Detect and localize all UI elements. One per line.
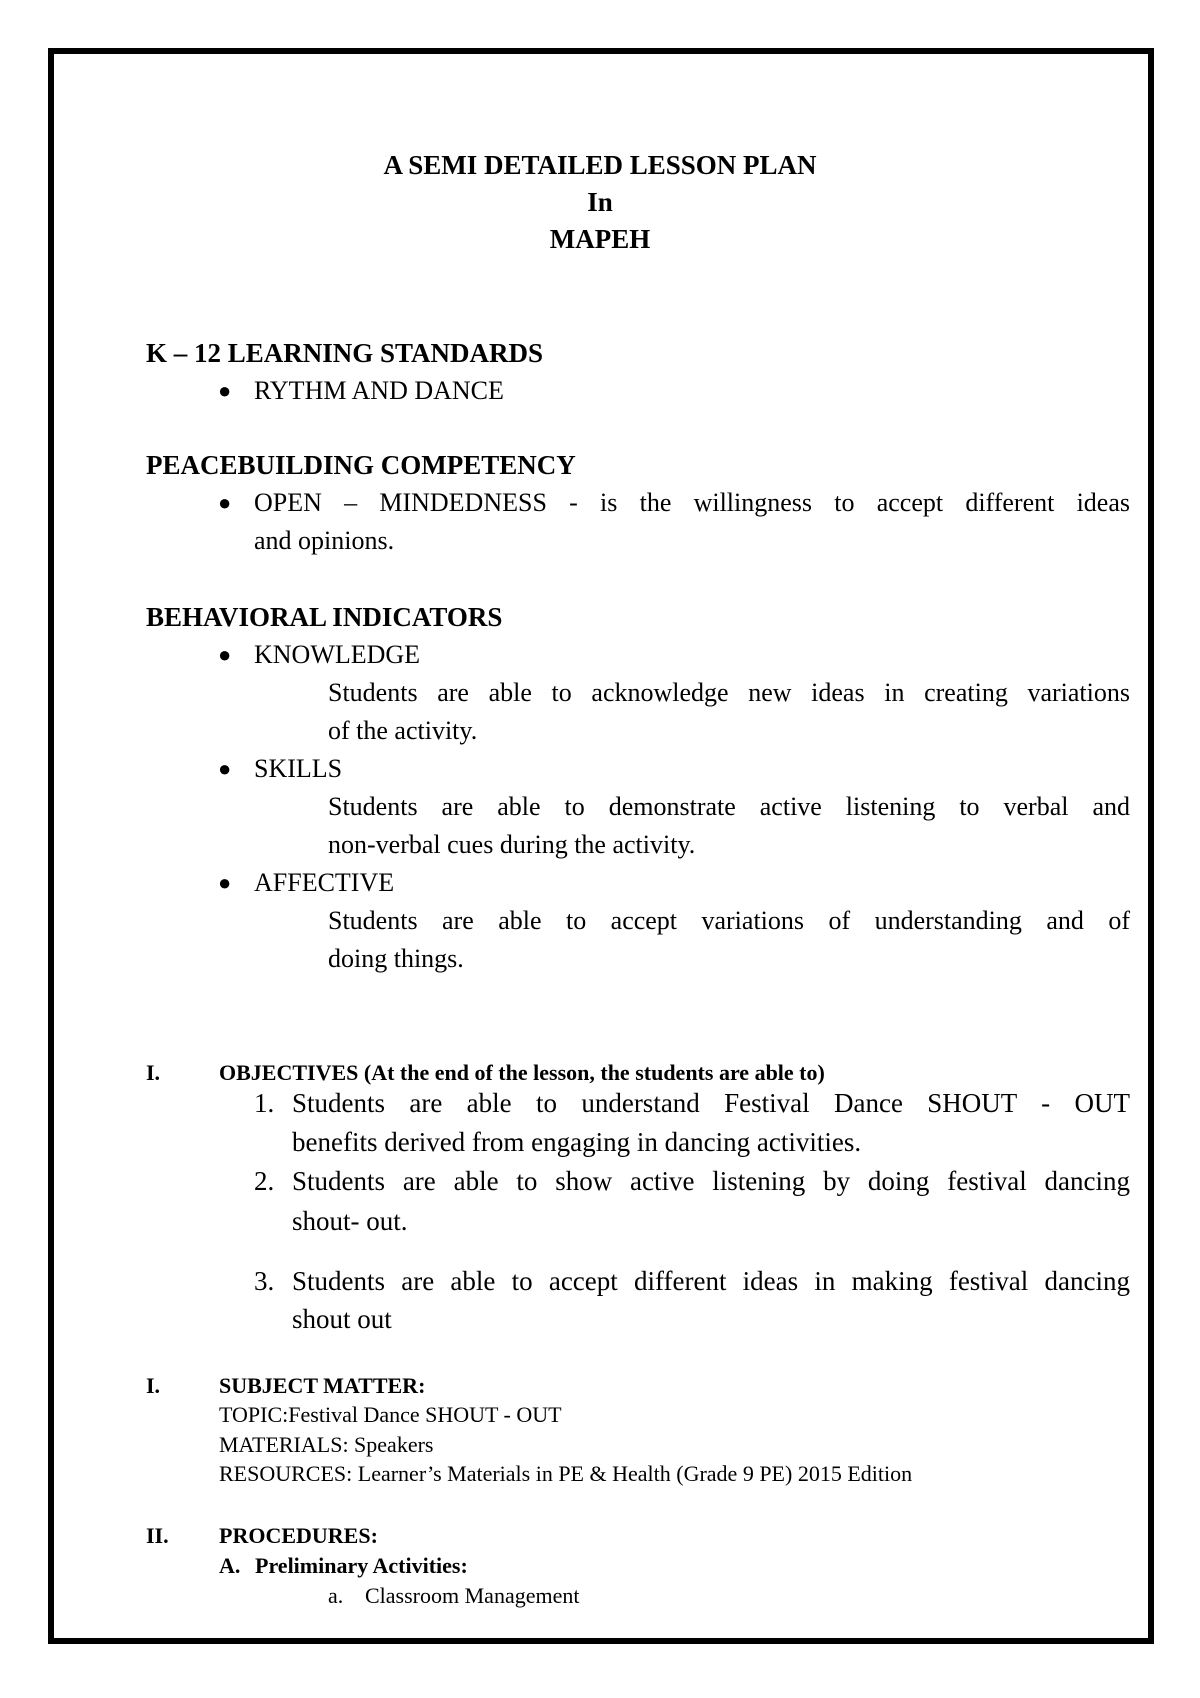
subject-resources: RESOURCES: Learner’s Materials in PE & Health (Grade 9 PE) 2015 Edition [219,1461,913,1486]
procedures-item-classroom-management: Classroom Management [365,1583,580,1608]
objective-1-line1: Students are able to understand Festival Dance SHOUT - OUT [292,1088,1130,1118]
objective-1-line2: benefits derived from engaging in dancing activities. [292,1127,862,1157]
objective-number: 3. [254,1266,275,1296]
procedures-sub-letter: A. [219,1553,241,1578]
objective-2-line2: shout- out. [292,1206,408,1236]
procedures-item-letter: a. [328,1583,344,1608]
objectives-numeral: I. [146,1060,161,1085]
indicator-text-affective-line2: doing things. [328,944,464,973]
indicator-text-knowledge-line1: Students are able to acknowledge new ideas in creating variations [328,678,1130,707]
procedures-sub-heading: Preliminary Activities: [255,1553,468,1578]
procedures-heading: PROCEDURES: [219,1523,378,1548]
bullet-icon: ● [218,642,232,667]
procedures-numeral: II. [146,1523,169,1548]
subject-topic: TOPIC:Festival Dance SHOUT - OUT [219,1402,562,1427]
subject-matter-numeral: I. [146,1373,161,1398]
indicator-text-skills-line2: non-verbal cues during the activity. [328,830,696,859]
peacebuilding-heading: PEACEBUILDING COMPETENCY [146,450,576,480]
bullet-icon: ● [218,378,232,403]
doc-title-line1: A SEMI DETAILED LESSON PLAN [383,150,817,180]
objective-number: 2. [254,1166,275,1196]
indicator-label-skills: SKILLS [254,754,343,783]
bullet-icon: ● [218,870,232,895]
peacebuilding-text-line1: OPEN – MINDEDNESS - is the willingness to accept different ideas [254,488,1130,517]
objective-3-line2: shout out [292,1304,392,1334]
subject-materials: MATERIALS: Speakers [219,1432,434,1457]
objective-2-line1: Students are able to show active listening by doing festival dancing [292,1166,1130,1196]
peacebuilding-text-line2: and opinions. [254,526,395,555]
behavioral-indicators-heading: BEHAVIORAL INDICATORS [146,602,503,632]
doc-title-line2: In [587,187,613,217]
indicator-text-affective-line1: Students are able to accept variations of understanding and of [328,906,1130,935]
indicator-label-affective: AFFECTIVE [254,868,395,897]
bullet-icon: ● [218,490,232,515]
objectives-heading: OBJECTIVES (At the end of the lesson, the students are able to) [219,1060,825,1085]
indicator-label-knowledge: KNOWLEDGE [254,640,421,669]
subject-matter-heading: SUBJECT MATTER: [219,1373,426,1398]
indicator-text-skills-line1: Students are able to demonstrate active listening to verbal and [328,792,1130,821]
objective-number: 1. [254,1088,275,1118]
objective-3-line1: Students are able to accept different ideas in making festival dancing [292,1266,1130,1296]
learning-standards-item: RYTHM AND DANCE [254,376,504,405]
doc-title-line3: MAPEH [549,224,651,254]
learning-standards-heading: K – 12 LEARNING STANDARDS [146,338,544,368]
bullet-icon: ● [218,756,232,781]
indicator-text-knowledge-line2: of the activity. [328,716,478,745]
